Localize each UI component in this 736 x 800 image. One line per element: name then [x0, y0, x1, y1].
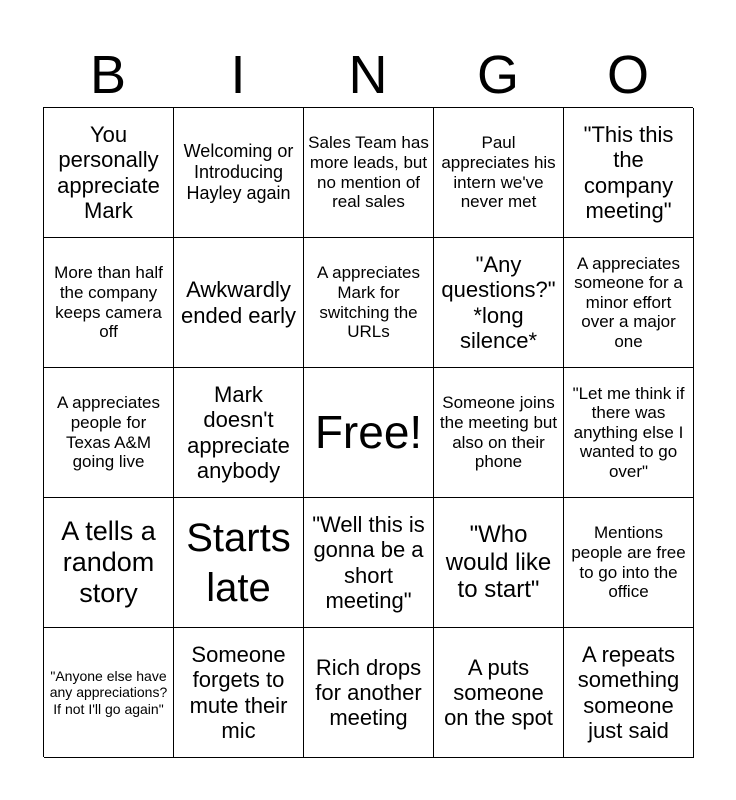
- bingo-cell[interactable]: [44, 108, 174, 238]
- bingo-cell[interactable]: [304, 498, 434, 628]
- header-letter-b: B: [89, 45, 127, 105]
- bingo-cell[interactable]: [434, 628, 564, 758]
- bingo-cell[interactable]: [564, 498, 694, 628]
- cell-text: A appreciates Mark for switching the URLs: [316, 263, 420, 342]
- bingo-cell[interactable]: [304, 628, 434, 758]
- bingo-header: [43, 44, 693, 106]
- bingo-cell[interactable]: [304, 238, 434, 368]
- cell-text: A repeats something someone just said: [577, 641, 680, 743]
- bingo-cell[interactable]: [434, 368, 564, 498]
- cell-text: Paul appreciates his intern we've never met: [441, 133, 556, 212]
- bingo-cell[interactable]: [44, 238, 174, 368]
- cell-text: Awkwardly ended early: [181, 277, 296, 328]
- bingo-cell[interactable]: [174, 368, 304, 498]
- bingo-cell[interactable]: [174, 628, 304, 758]
- cell-text: A tells a random story: [61, 515, 156, 609]
- bingo-cell[interactable]: [564, 108, 694, 238]
- bingo-cell[interactable]: [174, 108, 304, 238]
- bingo-cell[interactable]: [434, 498, 564, 628]
- header-letter-i: I: [230, 45, 246, 105]
- bingo-cell[interactable]: [174, 238, 304, 368]
- cell-text: Rich drops for another meeting: [315, 654, 422, 731]
- cell-text: Starts late: [186, 515, 291, 610]
- bingo-cell[interactable]: [44, 368, 174, 498]
- cell-text: "This this the company meeting": [583, 121, 674, 223]
- header-letter-n: N: [348, 45, 388, 105]
- cell-text: "Any questions?" *long silence*: [441, 251, 556, 353]
- cell-text: Sales Team has more leads, but no mention of real sales: [308, 133, 429, 212]
- bingo-cell[interactable]: [44, 498, 174, 628]
- cell-text: A appreciates people for Texas A&M going live: [56, 393, 160, 472]
- free-space-cell[interactable]: [304, 368, 434, 498]
- cell-text: "Let me think if there was anything else I wanted to go over": [572, 383, 685, 481]
- bingo-cell[interactable]: [564, 368, 694, 498]
- cell-text: Mentions people are free to go into the office: [571, 523, 686, 602]
- cell-text: Someone joins the meeting but also on their phone: [439, 393, 558, 472]
- cell-text: More than half the company keeps camera off: [54, 263, 163, 342]
- cell-text: "Who would like to start": [445, 521, 552, 604]
- bingo-cell[interactable]: [564, 628, 694, 758]
- bingo-cell[interactable]: [564, 238, 694, 368]
- bingo-cell[interactable]: [44, 628, 174, 758]
- cell-text: A appreciates someone for a minor effort over a major one: [574, 253, 683, 351]
- cell-text: Mark doesn't appreciate anybody: [187, 381, 290, 483]
- cell-text: You personally appreciate Mark: [57, 121, 160, 223]
- bingo-cell[interactable]: [304, 108, 434, 238]
- header-letter-o: O: [606, 45, 649, 105]
- cell-text: "Well this is gonna be a short meeting": [312, 511, 425, 613]
- cell-text: A puts someone on the spot: [444, 654, 553, 731]
- bingo-cell[interactable]: [434, 108, 564, 238]
- bingo-cell[interactable]: [174, 498, 304, 628]
- cell-text: Someone forgets to mute their mic: [189, 641, 288, 743]
- cell-text: "Anyone else have any appreciations? If not I'll go again": [49, 668, 168, 717]
- bingo-cell[interactable]: [434, 238, 564, 368]
- header-letter-g: G: [476, 45, 519, 105]
- cell-text: Welcoming or Introducing Hayley again: [183, 141, 294, 203]
- cell-text: Free!: [314, 406, 423, 459]
- bingo-board: [43, 107, 693, 757]
